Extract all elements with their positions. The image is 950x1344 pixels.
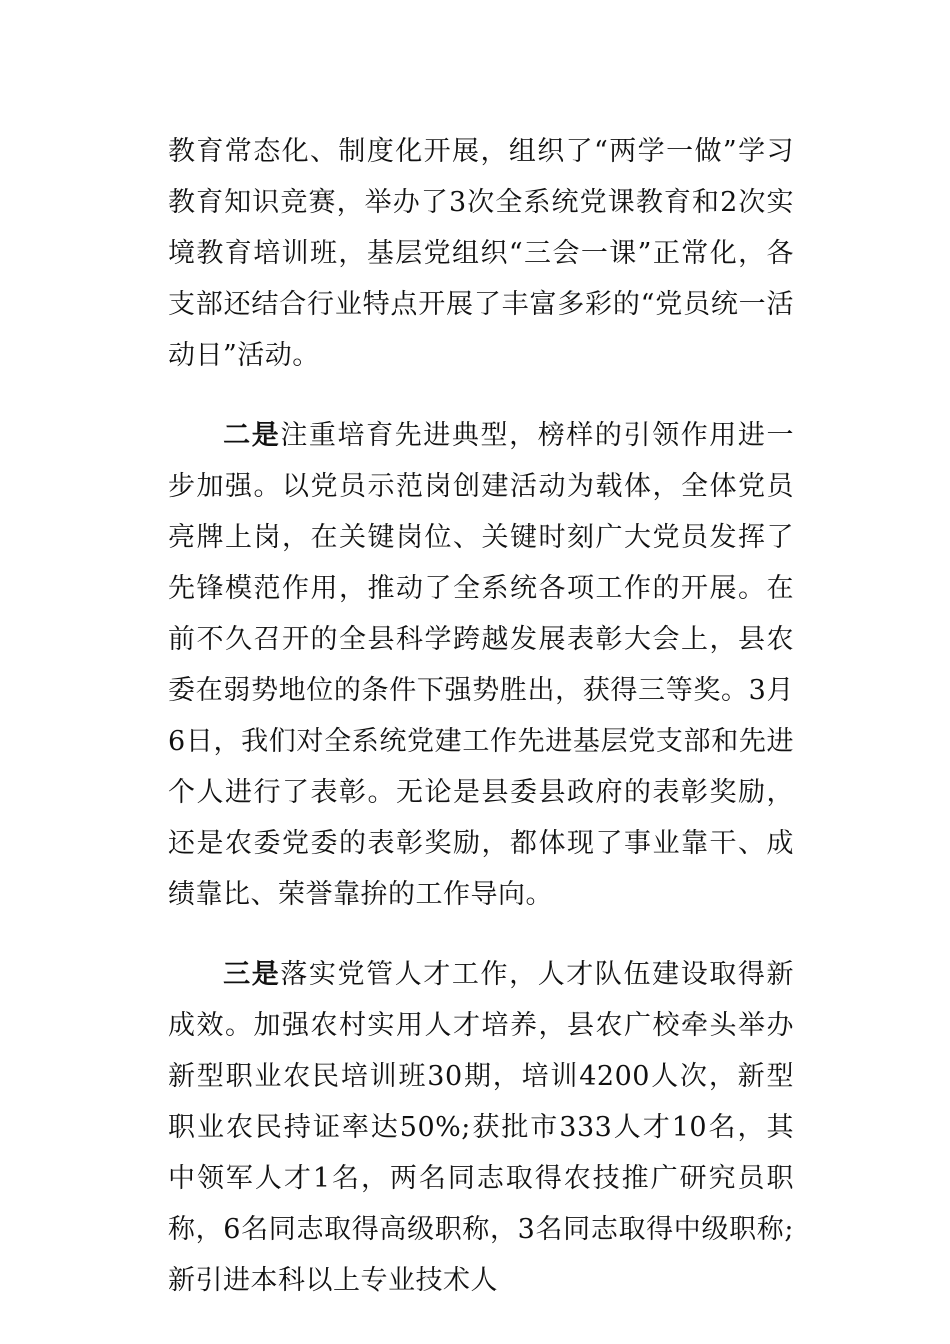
paragraph-lead: 二是: [222, 420, 281, 451]
paragraph-third-point: [168, 949, 794, 1306]
document-body: [168, 126, 794, 1306]
paragraph-lead: 三是: [222, 959, 281, 990]
paragraph-second-point: [168, 410, 794, 920]
paragraph-text: 教育常态化、制度化开展，组织了“两学一做”学习教育知识竞赛，举办了3次全系统党课教育和2次实境教育培训班，基层党组织“三会一课”正常化，各支部还结合行业特点开展了丰富多彩的“党员统一活动日”活动。: [168, 136, 794, 371]
paragraph-text: 落实党管人才工作，人才队伍建设取得新成效。加强农村实用人才培养，县农广校牵头举办新型职业农民培训班30期，培训4200人次，新型职业农民持证率达50%;获批市333人才10名，其中领军人才1名，两名同志取得农技推广研究员职称，6名同志取得高级职称，3名同志取得中级职称;新引进本科以上专业技术人: [168, 959, 795, 1296]
paragraph-text: 注重培育先进典型，榜样的引领作用进一步加强。以党员示范岗创建活动为载体，全体党员亮牌上岗，在关键岗位、关键时刻广大党员发挥了先锋模范作用，推动了全系统各项工作的开展。在前不久召开的全县科学跨越发展表彰大会上，县农委在弱势地位的条件下强势胜出，获得三等奖。3月6日，我们对全系统党建工作先进基层党支部和先进个人进行了表彰。无论是县委县政府的表彰奖励，还是农委党委的表彰奖励，都体现了事业靠干、成绩靠比、荣誉靠拚的工作导向。: [168, 420, 795, 910]
paragraph-continuation: [168, 126, 794, 381]
